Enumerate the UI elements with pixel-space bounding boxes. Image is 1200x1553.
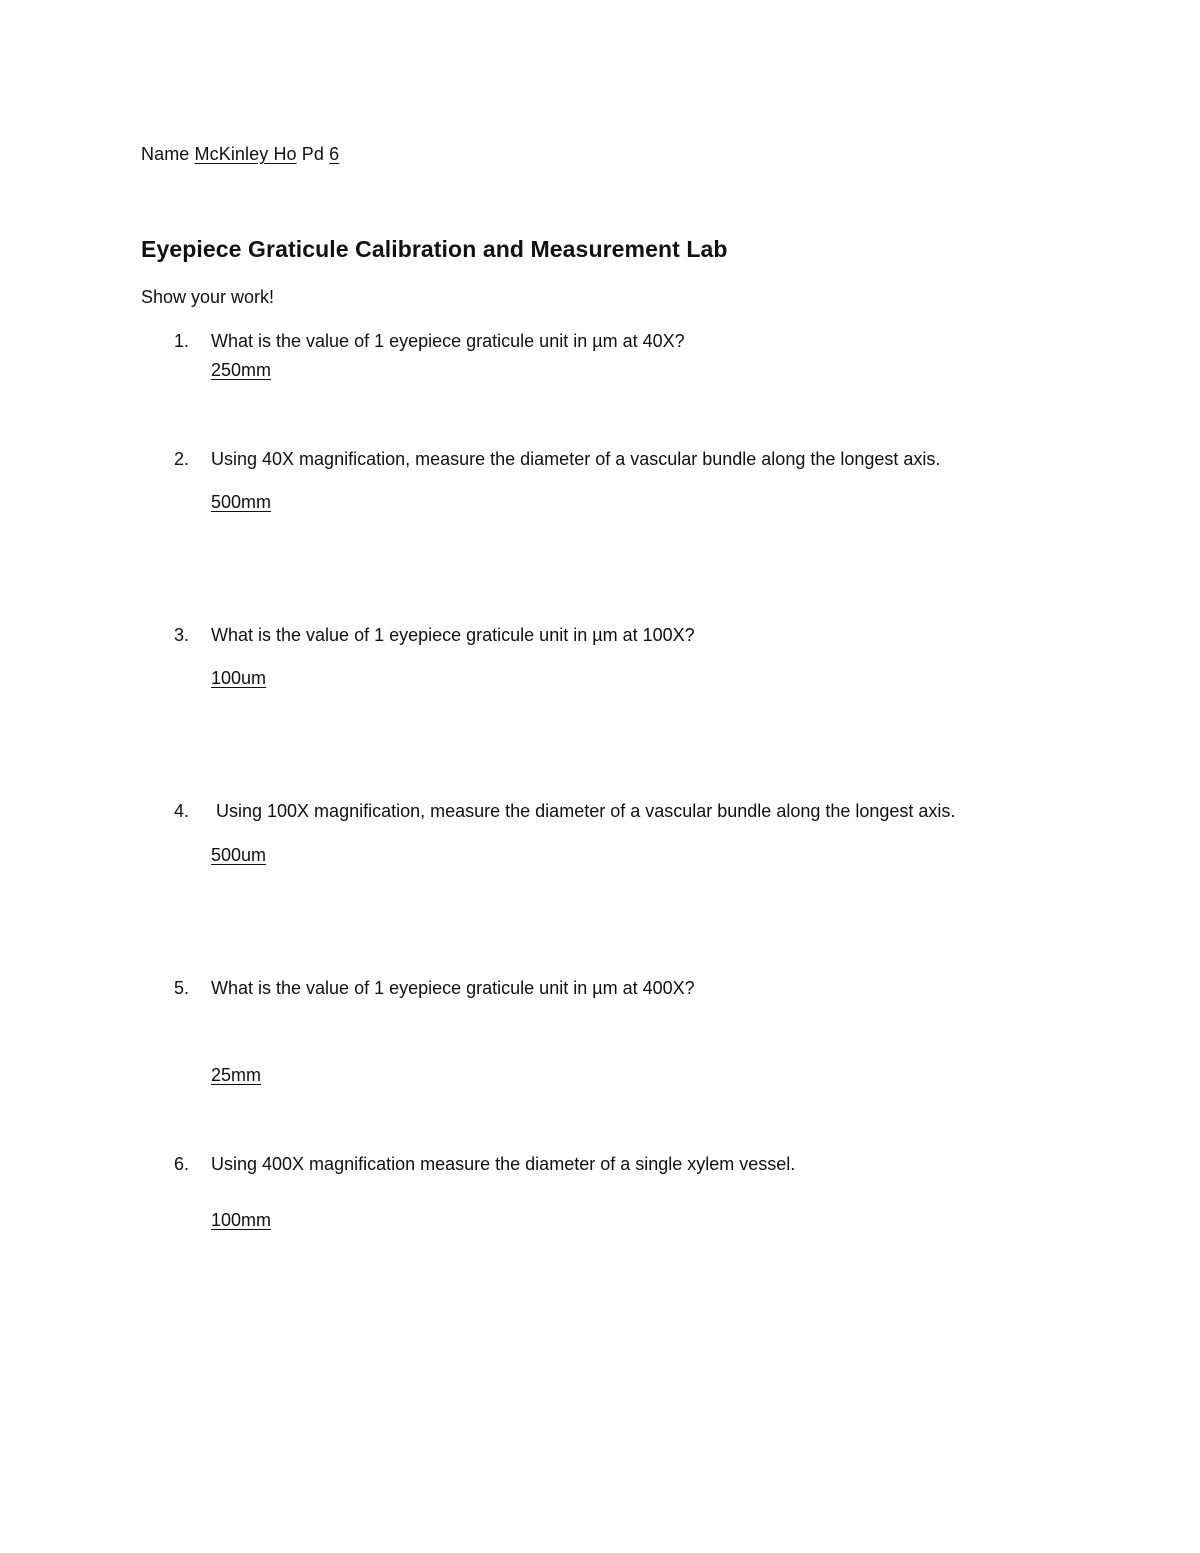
student-name: McKinley Ho: [194, 144, 297, 164]
period-label: Pd: [301, 144, 324, 164]
question-number: 3.: [174, 625, 190, 645]
question-number: 6.: [174, 1154, 190, 1174]
name-line: [141, 144, 339, 165]
question-number: 1.: [174, 331, 190, 351]
question-answer: 100mm: [211, 1210, 272, 1230]
question-answer: 500um: [211, 845, 267, 865]
question-text: Using 400X magnification measure the diameter of a single xylem vessel.: [211, 1154, 796, 1174]
document-title: Eyepiece Graticule Calibration and Measurement Lab: [141, 236, 728, 262]
question-text: Using 40X magnification, measure the diameter of a vascular bundle along the longest axis.: [211, 449, 941, 469]
question-text: What is the value of 1 eyepiece graticule unit in µm at 400X?: [211, 978, 695, 998]
question-answer: 500mm: [211, 492, 272, 512]
period-value: 6: [329, 144, 340, 164]
question-answer: 100um: [211, 668, 267, 688]
question-answer: 250mm: [211, 360, 272, 380]
question-text: What is the value of 1 eyepiece graticule unit in µm at 100X?: [211, 625, 695, 645]
instructions: Show your work!: [141, 287, 275, 307]
question-number: 2.: [174, 449, 190, 469]
question-text: What is the value of 1 eyepiece graticule unit in µm at 40X?: [211, 331, 685, 351]
question-number: 5.: [174, 978, 190, 998]
question-text: Using 100X magnification, measure the diameter of a vascular bundle along the longest axis.: [211, 801, 956, 821]
question-answer: 25mm: [211, 1065, 262, 1085]
name-label: Name: [141, 144, 190, 164]
question-number: 4.: [174, 801, 190, 821]
